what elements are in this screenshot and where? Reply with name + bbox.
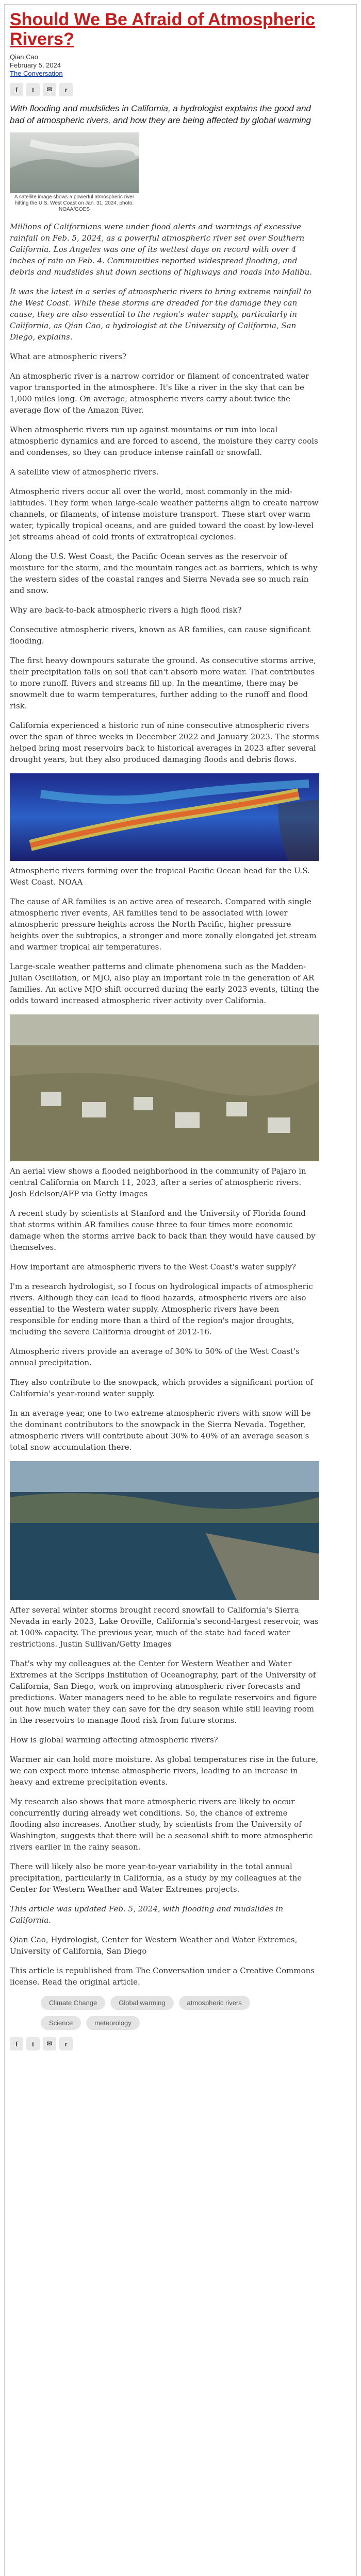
section-heading: Why are back-to-back atmospheric rivers a high flood risk? <box>10 605 242 615</box>
paragraph: Large-scale weather patterns and climate phenomena such as the Madden-Julian Oscillation, or MJO, also play an important role in the generation of AR families. An active MJO shift occurred during the early 2023 events, tilting the odds toward increased atmospheric river activity over California. <box>10 962 319 1005</box>
email-icon[interactable]: ✉ <box>43 2037 56 2050</box>
article-body-3 <box>10 1208 319 1453</box>
paragraph: There will likely also be more year-to-year variability in the total annual precipitation, particularly in California, as a study by my colleagues at the Center for Western Weather and Water Extremes projects. <box>10 1862 302 1894</box>
ar-map-illustration <box>10 773 319 861</box>
tag-chip[interactable]: Science <box>41 2016 81 2030</box>
paragraph: Atmospheric rivers occur all over the world, most commonly in the mid-latitudes. They form when large-scale weather patterns align to create narrow channels, or filaments, of intense moisture transport. These start over warm water, typically tropical oceans, and are guided toward the coast by low-level jet streams ahead of cold fronts of extratropical cyclones. <box>10 487 319 541</box>
lead-satellite-image <box>10 132 139 193</box>
figure-caption: After several winter storms brought record snowfall to California's Sierra Nevada in early 2023, Lake Oroville, California's second-largest reservoir, was at 100% capacity. The previous year, much of the state had faced water restrictions. Justin Sullivan/Getty Images <box>10 1605 319 1649</box>
facebook-icon[interactable]: f <box>10 2037 23 2050</box>
reservoir-image <box>10 1461 319 1600</box>
article-headline[interactable]: Should We Be Afraid of Atmospheric Rivers? <box>10 10 315 49</box>
paragraph: I'm a research hydrologist, so I focus on hydrological impacts of atmospheric rivers. Although they can lead to flood hazards, atmospheric rivers are also essential to the Western water supply. Atmospheric rivers have been responsible for ending more than a third of the region's major droughts, including the severe California drought of 2012-16. <box>10 1282 313 1336</box>
republish-note: This article is republished from The Conversation under a Creative Commons license. Read the original article. <box>10 1966 315 1987</box>
figure-caption: Atmospheric rivers forming over the tropical Pacific Ocean head for the U.S. West Coast. NOAA <box>10 866 310 887</box>
figure-caption: An aerial view shows a flooded neighborhood in the community of Pajaro in central California on March 11, 2023, after a series of atmospheric rivers. Josh Edelson/AFP via Getty Images <box>10 1166 306 1198</box>
article-body-1 <box>10 221 319 765</box>
author-name: Qian Cao <box>10 53 38 61</box>
author-bio: Qian Cao, Hydrologist, Center for Western Weather and Water Extremes, University of California, San Diego <box>10 1935 298 1956</box>
share-bar <box>10 83 319 96</box>
section-heading: How is global warming affecting atmospheric rivers? <box>10 1735 218 1744</box>
article-dek: With flooding and mudslides in California, a hydrologist explains the good and bad of atmospheric rivers, and how they are being affected by global warming <box>10 104 311 125</box>
paragraph: When atmospheric rivers run up against mountains or run into local atmospheric dynamics and are forced to ascend, the moisture they carry cools and condenses, so they can produce intense rainfall or snowfall. <box>10 425 318 457</box>
byline <box>10 53 319 78</box>
paragraph: An atmospheric river is a narrow corridor or filament of concentrated water vapor transported in the atmosphere. It's like a river in the sky that can be 1,000 miles long. On average, atmospheric rivers carry about twice the average flow of the Amazon River. <box>10 371 309 415</box>
email-icon[interactable]: ✉ <box>43 83 56 96</box>
flood-aerial-image <box>10 1014 319 1161</box>
flood-aerial-illustration <box>10 1014 319 1161</box>
twitter-icon[interactable]: t <box>26 2037 40 2050</box>
section-heading: How important are atmospheric rivers to the West Coast's water supply? <box>10 1262 296 1272</box>
tag-list <box>41 1996 268 2030</box>
tag-chip[interactable]: meteorology <box>86 2016 140 2030</box>
reservoir-illustration <box>10 1461 319 1600</box>
article-body-4 <box>10 1658 319 1988</box>
paragraph: They also contribute to the snowpack, which provides a significant portion of California's year-round water supply. <box>10 1378 313 1398</box>
publish-date: February 5, 2024 <box>10 61 61 69</box>
tag-chip[interactable]: Climate Change <box>41 1996 105 2010</box>
share-bar-bottom <box>10 2037 319 2050</box>
outlet-link[interactable]: The Conversation <box>10 70 63 77</box>
paragraph: The first heavy downpours saturate the ground. As consecutive storms arrive, their precipitation falls on soil that can't absorb more water. That contributes to more runoff. Rivers and streams fill up. In the meantime, there may be snowmelt due to warm temperatures, further adding to the runoff and flood risk. <box>10 656 316 710</box>
article-body-2 <box>10 896 319 1006</box>
figure-ar-map <box>10 773 319 888</box>
paragraph: A recent study by scientists at Stanford and the University of Florida found that storms within AR families cause three to four times more economic damage when the storms arrive back to back than they would have caused by themselves. <box>10 1209 316 1252</box>
paragraph: My research also shows that more atmospheric rivers are likely to occur concurrently during already wet conditions. So, the chance of extreme flooding also increases. Another study, by scientists from the University of Washington, suggests that there will be a seasonal shift to more atmospheric rivers earlier in the rainy season. <box>10 1797 313 1852</box>
article <box>10 10 319 2057</box>
email-frame <box>4 4 357 2576</box>
satellite-illustration <box>10 132 139 193</box>
paragraph: Atmospheric rivers provide an average of 30% to 50% of the West Coast's annual precipitation. <box>10 1347 300 1367</box>
paragraph: A satellite view of atmospheric rivers. <box>10 467 159 477</box>
lead-image-caption: A satellite image shows a powerful atmospheric river hitting the U.S. West Coast on Jan. 31, 2024. photo: NOAA/GOES <box>14 194 135 212</box>
reddit-icon[interactable]: r <box>59 2037 73 2050</box>
ar-map-image <box>10 773 319 861</box>
facebook-icon[interactable]: f <box>10 83 23 96</box>
paragraph: Along the U.S. West Coast, the Pacific Ocean serves as the reservoir of moisture for the storm, and the mountain ranges act as barriers, which is why the western sides of the coastal ranges and Sierra Nevada see so much rain and snow. <box>10 552 318 595</box>
tag-chip[interactable]: atmospheric rivers <box>179 1996 250 2010</box>
paragraph: Consecutive atmospheric rivers, known as AR families, can cause significant flooding. <box>10 625 310 646</box>
figure-reservoir <box>10 1461 319 1650</box>
twitter-icon[interactable]: t <box>26 83 40 96</box>
paragraph: The cause of AR families is an active area of research. Compared with single atmospheric river events, AR families tend to be associated with lower atmospheric pressure heights across the North Pacific, higher pressure heights over the subtropics, a stronger and more zonally elongated jet stream and warmer tropical air temperatures. <box>10 897 317 952</box>
figure-flood-aerial <box>10 1014 319 1199</box>
paragraph: It was the latest in a series of atmospheric rivers to bring extreme rainfall to the West Coast. While these storms are dreaded for the damage they can cause, they are also essential to the region's water supply, particularly in California, as Qian Cao, a hydrologist at the University of California, San Diego, explains. <box>10 287 311 342</box>
paragraph: California experienced a historic run of nine consecutive atmospheric rivers over the span of three weeks in December 2022 and January 2023. The storms helped bring most reservoirs back to historical averages in 2023 after several drought years, but they also produced damaging floods and debris flows. <box>10 721 319 764</box>
update-note: This article was updated Feb. 5, 2024, with flooding and mudslides in California. <box>10 1904 284 1925</box>
tag-chip[interactable]: Global warming <box>110 1996 173 2010</box>
paragraph: In an average year, one to two extreme atmospheric rivers with snow will be the dominant contributors to the snowpack in the Sierra Nevada. Together, atmospheric rivers will contribute about 30% to 40% of an average season's total snow accumulation there. <box>10 1409 311 1452</box>
paragraph: Millions of Californians were under flood alerts and warnings of excessive rainfall on Feb. 5, 2024, as a powerful atmospheric river set over Southern California. Los Angeles was one of its wettest days on record with over 4 inches of rain on Feb. 4. Communities reported widespread flooding, and debris and mudslides shut down sections of highways and roads into Malibu. <box>10 222 313 277</box>
reddit-icon[interactable]: r <box>59 83 73 96</box>
paragraph: That's why my colleagues at the Center for Western Weather and Water Extremes at the Scripps Institution of Oceanography, part of the University of California, San Diego, work on improving atmospheric river forecasts and predictions. Water managers need to be able to regulate reservoirs and figure out how much water they can save for the dry season while still leaving room in the reservoirs to manage flood risk from future storms. <box>10 1659 317 1725</box>
paragraph: Warmer air can hold more moisture. As global temperatures rise in the future, we can expect more intense atmospheric rivers, leading to an increase in heavy and extreme precipitation events. <box>10 1755 319 1787</box>
section-heading: What are atmospheric rivers? <box>10 352 127 361</box>
lead-figure <box>10 132 139 213</box>
